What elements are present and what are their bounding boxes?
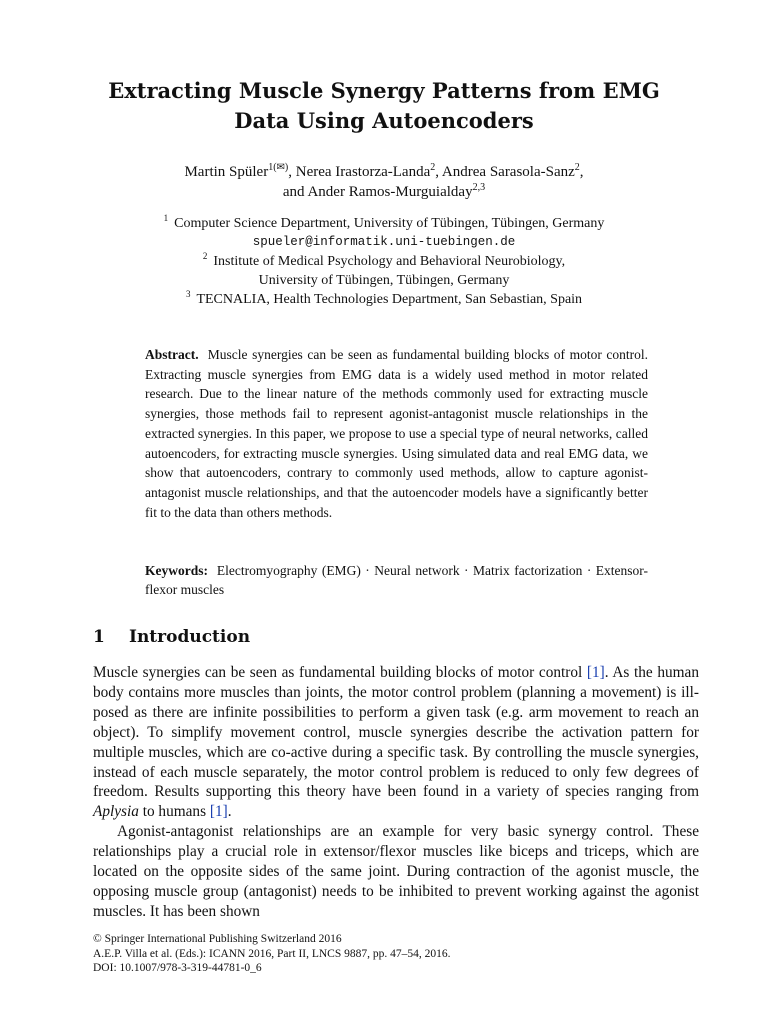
- citation-link[interactable]: [1]: [209, 803, 228, 821]
- paragraph-text: Muscle synergies can be seen as fundamental building blocks of motor control: [93, 664, 587, 681]
- paper-title: [60, 76, 708, 136]
- keywords-label: Keywords:: [145, 563, 208, 578]
- title-line-1: Extracting Muscle Synergy Patterns from EMG: [108, 78, 660, 103]
- affiliation-list: [60, 214, 708, 309]
- affiliation-1: [60, 214, 708, 233]
- affiliation-2: [60, 252, 708, 271]
- author-email[interactable]: spueler@informatik.uni-tuebingen.de: [252, 235, 516, 249]
- affiliation-text: Institute of Medical Psychology and Behavioral Neurobiology,: [213, 254, 566, 269]
- affiliation-3: [60, 290, 708, 309]
- section-number: 1: [93, 627, 105, 647]
- abstract-label: Abstract.: [145, 347, 199, 362]
- author-list: [60, 162, 708, 202]
- author-name: and Ander Ramos-Murguialday: [282, 184, 473, 200]
- affiliation-text: TECNALIA, Health Technologies Department, San Sebastian, Spain: [196, 292, 583, 307]
- author-affil-marker: 1(✉): [268, 162, 289, 173]
- paragraph-text: to humans: [138, 803, 210, 821]
- affiliation-number: 3: [185, 289, 191, 300]
- copyright-line: © Springer International Publishing Switzerland 2016: [93, 933, 342, 945]
- author-affil-marker: 2: [430, 162, 436, 173]
- proceedings-line: A.E.P. Villa et al. (Eds.): ICANN 2016, Part II, LNCS 9887, pp. 47–54, 2016.: [93, 947, 451, 960]
- affiliation-number: 1: [163, 213, 169, 224]
- paragraph-text: . As the human body contains more muscles than joints, the motor control problem (planning a movement) is ill-posed as there are infinite possibilities to perform a given task (e.g. arm movement to reach an object). To simplify movement control, muscle synergies describe the activation pattern for multiple muscles, which are co-active during a specific task. By controlling the muscle synergies, instead of each muscle separately, the motor control problem is reduced to only few degrees of freedom. Results supporting this theory have been found in a variety of species ranging from: [93, 664, 699, 801]
- paragraph-text: .: [227, 803, 232, 821]
- citation-link[interactable]: [1]: [586, 664, 605, 681]
- section-heading: [93, 625, 250, 649]
- author-line-1: [60, 162, 708, 182]
- affiliation-2-cont: University of Tübingen, Tübingen, Germany: [258, 273, 510, 288]
- section-title: Introduction: [129, 627, 251, 647]
- author-line-2: [60, 182, 708, 202]
- affiliation-text: Computer Science Department, University of Tübingen, Tübingen, Germany: [174, 216, 605, 231]
- keywords-text: Electromyography (EMG) · Neural network · Matrix factorization · Extensor-flexor muscles: [145, 563, 649, 597]
- title-line-2: Data Using Autoencoders: [234, 108, 534, 133]
- doi-line: DOI: 10.1007/978-3-319-44781-0_6: [93, 962, 262, 974]
- author-name: , Andrea Sarasola-Sanz: [435, 164, 575, 180]
- author-name: , Nerea Irastorza-Landa: [288, 164, 431, 180]
- abstract-text: Muscle synergies can be seen as fundamental building blocks of motor control. Extracting muscle synergies from EMG data is a widely used method in motor related research. Due to the linear nature of the methods commonly used for extracting muscle synergies, those methods fail to represent agonist-antagonist muscle relationships in the extracted synergies. In this paper, we propose to use a special type of neural networks, called autoencoders, for extracting muscle synergies. Using simulated data and real EMG data, we show that autoencoders, contrary to commonly used methods, allow to capture agonist-antagonist muscle relationships, and that the autoencoder models have a significantly better fit to the data than others methods.: [145, 347, 649, 520]
- author-affil-marker: 2,3: [472, 182, 486, 193]
- species-name: Aplysia: [93, 803, 139, 821]
- paragraph: Agonist-antagonist relationships are an example for very basic synergy control. These relationships play a crucial role in extensor/flexor muscles like biceps and triceps, which are located on the opposite sides of the same joint. During contraction of the agonist muscle, the opposing muscle group (antagonist) needs to be inhibited to prevent working against the agonist muscles. It has been shown: [93, 823, 699, 920]
- paragraph: [93, 663, 699, 822]
- author-name: Martin Spüler: [184, 164, 269, 180]
- abstract: [145, 345, 648, 522]
- keywords: [145, 561, 648, 599]
- section-body: [93, 663, 699, 922]
- author-separator: ,: [579, 164, 584, 180]
- affiliation-number: 2: [202, 251, 208, 262]
- copyright-footer: [93, 932, 693, 976]
- author-affil-marker: 2: [574, 162, 580, 173]
